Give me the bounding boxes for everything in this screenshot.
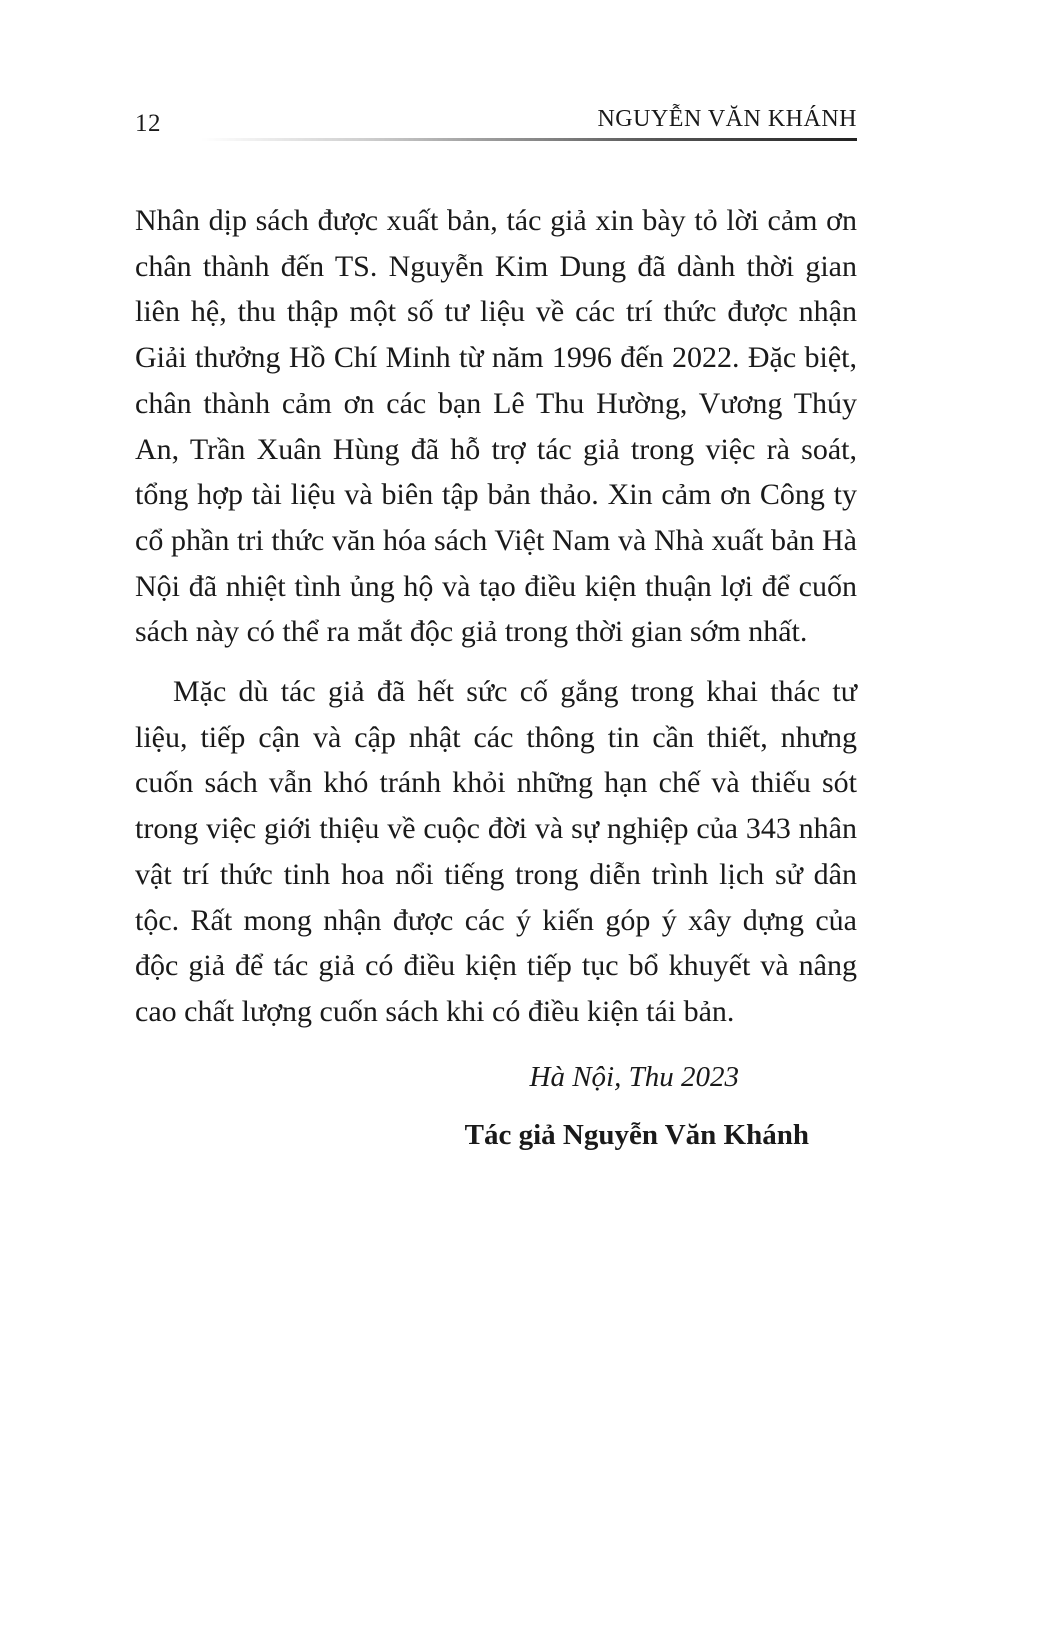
dateline: Hà Nội, Thu 2023 (529, 1061, 739, 1093)
acknowledgement-paragraph: Nhân dịp sách được xuất bản, tác giả xin bày tỏ lời cảm ơn chân thành đến TS. Nguyễn Kim Dung đã dành thời gian liên hệ, thu thập một số tư liệu về các trí thức được nhận Giải thưởng Hồ Chí Minh từ năm 1996 đến 2022. Đặc biệt, chân thành cảm ơn các bạn Lê Thu Hường, Vương Thúy An, Trần Xuân Hùng đã hỗ trợ tác giả trong việc rà soát, tổng hợp tài liệu và biên tập bản thảo. Xin cảm ơn Công ty cổ phần tri thức văn hóa sách Việt Nam và Nhà xuất bản Hà Nội đã nhiệt tình ủng hộ và tạo điều kiện thuận lợi để cuốn sách này có thể ra mắt độc giả trong thời gian sớm nhất. (135, 204, 857, 649)
disclaimer-paragraph: Mặc dù tác giả đã hết sức cố gắng trong khai thác tư liệu, tiếp cận và cập nhật các thông tin cần thiết, nhưng cuốn sách vẫn khó tránh khỏi những hạn chế và thiếu sót trong việc giới thiệu về cuộc đời và sự nghiệp của 343 nhân vật trí thức tinh hoa nổi tiếng trong diễn trình lịch sử dân tộc. Rất mong nhận được các ý kiến góp ý xây dựng của độc giả để tác giả có điều kiện tiếp tục bổ khuyết và nâng cao chất lượng cuốn sách khi có điều kiện tái bản. (135, 675, 857, 1028)
body-text (135, 198, 857, 1035)
author-signature: Tác giả Nguyễn Văn Khánh (464, 1119, 809, 1151)
page-header (135, 104, 857, 144)
page-number: 12 (135, 110, 161, 137)
header-rule (201, 138, 857, 141)
running-head-author: NGUYỄN VĂN KHÁNH (597, 106, 857, 132)
